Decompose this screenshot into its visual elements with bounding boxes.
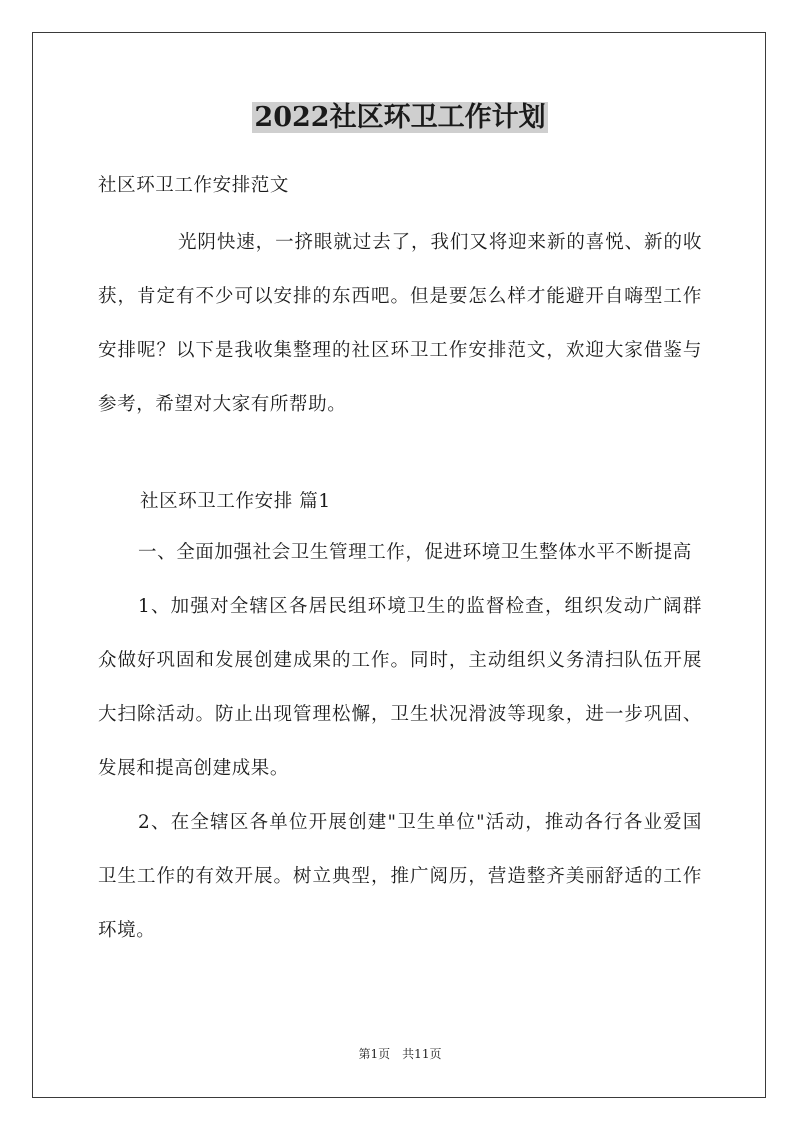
section-heading: 社区环卫工作安排 篇1 (140, 491, 331, 512)
body-paragraph: 1、加强对全辖区各居民组环境卫生的监督检查，组织发动广阔群众做好巩固和发展创建成果的工作。同时，主动组织义务清扫队伍开展大扫除活动。防止出现管理松懈，卫生状况滑波等现象，进一步巩固、发展和提高创建成果。 (98, 596, 702, 779)
document-title (0, 96, 800, 140)
document-subtitle: 社区环卫工作安排范文 (98, 175, 290, 196)
intro-block (98, 216, 702, 432)
document-title-text: 2022社区环卫工作计划 (254, 102, 546, 133)
body-paragraph: 一、全面加强社会卫生管理工作，促进环境卫生整体水平不断提高 (138, 542, 692, 563)
page-footer: 第1页 共11页 (358, 1047, 442, 1061)
body-paragraph: 2、在全辖区各单位开展创建"卫生单位"活动，推动各行各业爱国卫生工作的有效开展。树立典型，推广阅历，营造整齐美丽舒适的工作环境。 (98, 812, 702, 941)
intro-paragraph: 光阴快速，一挤眼就过去了，我们又将迎来新的喜悦、新的收获，肯定有不少可以安排的东西吧。但是要怎么样才能避开自嗨型工作安排呢？以下是我收集整理的社区环卫工作安排范文，欢迎大家借鉴与参考，希望对大家有所帮助。 (98, 232, 702, 415)
body-block (98, 526, 702, 958)
